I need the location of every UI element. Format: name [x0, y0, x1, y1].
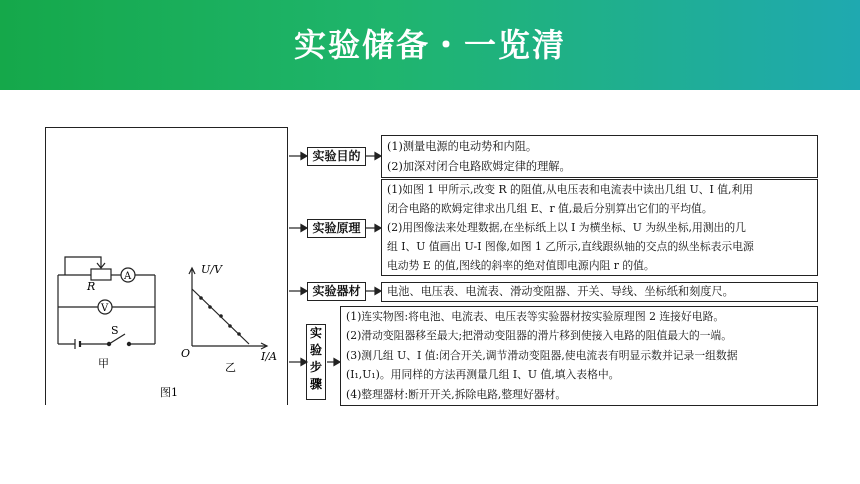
principle-line: (1)如图 1 甲所示,改变 R 的阻值,从电压表和电流表中读出几组 U、I 值,利用	[387, 183, 754, 196]
tag-steps-char: 步	[309, 360, 322, 374]
principle-line: 组 I、U 值画出 U-I 图像,如图 1 乙所示,直线跟纵轴的交点的纵坐标表示电源	[387, 240, 754, 253]
voltmeter-symbol: V	[100, 302, 108, 314]
tag-steps-char: 实	[309, 326, 322, 340]
circuit-label: 甲	[97, 356, 109, 370]
steps-line: (2)滑动变阻器移至最大;把滑动变阻器的滑片移到使接入电路的阻值最大的一端。	[346, 329, 733, 343]
resistor-label: R	[86, 279, 95, 293]
page-title: 实验储备・一览清	[293, 26, 566, 64]
principle-box	[381, 179, 818, 276]
purpose-line: (1)测量电源的电动势和内阻。	[387, 140, 538, 153]
purpose-line: (2)加深对闭合电路欧姆定律的理解。	[387, 160, 571, 173]
y-axis-label: U/V	[200, 262, 222, 276]
rheostat	[91, 269, 111, 280]
tag-steps-char: 骤	[309, 377, 322, 391]
equipment-box	[381, 282, 818, 302]
tag-purpose: 实验目的	[307, 147, 366, 166]
data-point	[219, 314, 223, 318]
steps-line: (3)测几组 U、I 值:闭合开关,调节滑动变阻器,使电流表有明显示数并记录一组数据	[346, 348, 738, 362]
purpose-box	[381, 135, 818, 178]
tag-steps-char: 验	[309, 343, 322, 357]
steps-line: (I₁,U₁)。用同样的方法再测量几组 I、U 值,填入表格中。	[346, 368, 620, 382]
principle-line: 闭合电路的欧姆定律求出几组 E、r 值,最后分别算出它们的平均值。	[387, 202, 713, 215]
tag-principle: 实验原理	[307, 219, 366, 238]
data-point	[237, 332, 241, 336]
figure-caption: 图1	[159, 385, 178, 399]
data-point	[208, 305, 212, 309]
origin-label: O	[180, 346, 190, 360]
steps-box	[340, 306, 818, 406]
figure-svg	[45, 127, 288, 405]
ui-graph	[189, 268, 267, 349]
figure-panel	[45, 127, 288, 405]
equipment-line: 电池、电压表、电流表、滑动变阻器、开关、导线、坐标纸和刻度尺。	[387, 285, 734, 298]
switch-label: S	[110, 323, 119, 337]
tag-steps	[306, 324, 326, 400]
steps-line: (4)整理器材:断开开关,拆除电路,整理好器材。	[346, 387, 567, 401]
graph-label: 乙	[224, 360, 236, 374]
principle-line: (2)用图像法来处理数据,在坐标纸上以 I 为横坐标、U 为纵坐标,用测出的几	[387, 221, 746, 234]
ammeter-symbol: A	[123, 270, 131, 282]
tag-equipment: 实验器材	[307, 282, 366, 301]
header-banner	[0, 0, 860, 90]
data-point	[199, 296, 203, 300]
principle-line: 电动势 E 的值,图线的斜率的绝对值即电源内阻 r 的值。	[387, 259, 655, 272]
data-point	[228, 324, 232, 328]
x-axis-label: I/A	[260, 349, 277, 363]
steps-line: (1)连实物图:将电池、电流表、电压表等实验器材按实验原理图 2 连接好电路。	[346, 310, 725, 323]
